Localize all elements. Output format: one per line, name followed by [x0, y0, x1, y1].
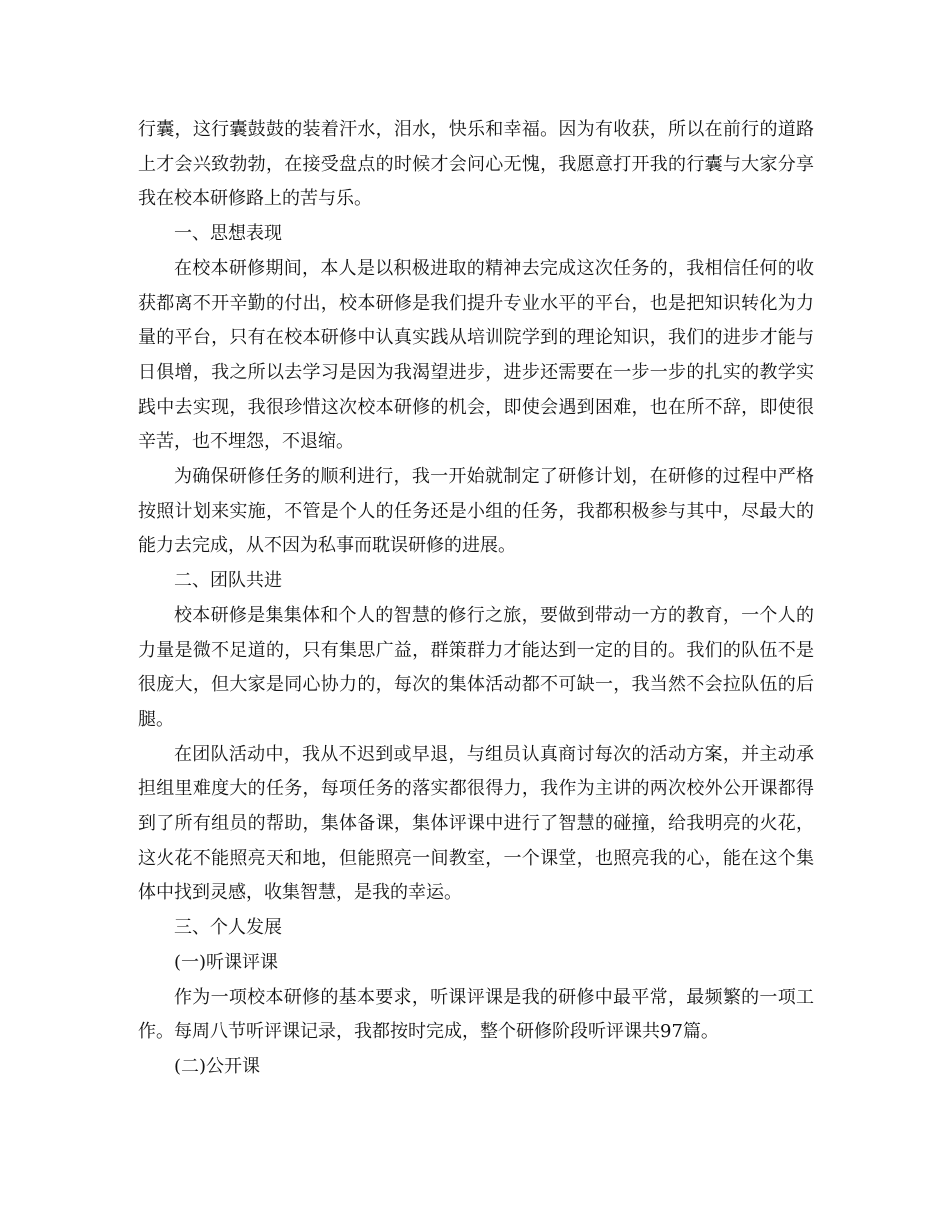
paragraph-team-1: 校本研修是集集体和个人的智慧的修行之旅，要做到带动一方的教育，一个人的力量是微不足道的，只有集思广益，群策群力才能达到一定的目的。我们的队伍不是很庞大，但大家是同心协力的，每次的集体活动都不可缺一，我当然不会拉队伍的后腿。 [138, 604, 814, 730]
subheading-listening: (一)听课评课 [174, 951, 279, 973]
paragraph-listening: 作为一项校本研修的基本要求，听课评课是我的研修中最平常，最频繁的一项工作。每周八节听评课记录，我都按时完成，整个研修阶段听评课共97篇。 [138, 986, 814, 1043]
paragraph-thought-2: 为确保研修任务的顺利进行，我一开始就制定了研修计划，在研修的过程中严格按照计划来实施，不管是个人的任务还是小组的任务，我都积极参与其中，尽最大的能力去完成，从不因为私事而耽误研修的进展。 [138, 466, 814, 557]
paragraph-intro-continued: 行囊，这行囊鼓鼓的装着汗水，泪水，快乐和幸福。因为有收获，所以在前行的道路上才会兴致勃勃，在接受盘点的时候才会问心无愧，我愿意打开我的行囊与大家分享我在校本研修路上的苦与乐。 [138, 119, 814, 210]
section-heading-team: 二、团队共进 [174, 570, 282, 592]
section-heading-thought: 一、思想表现 [174, 223, 282, 245]
paragraph-thought-1: 在校本研修期间，本人是以积极进取的精神去完成这次任务的，我相信任何的收获都离不开辛勤的付出，校本研修是我们提升专业水平的平台，也是把知识转化为力量的平台，只有在校本研修中认真实践从培训院学到的理论知识，我们的进步才能与日俱增，我之所以去学习是因为我渴望进步，进步还需要在一步一步的扎实的教学实践中去实现，我很珍惜这次校本研修的机会，即使会遇到困难，也在所不辞，即使很辛苦，也不埋怨，不退缩。 [138, 257, 814, 453]
section-heading-personal: 三、个人发展 [174, 917, 282, 939]
subheading-open-class: (二)公开课 [174, 1055, 261, 1077]
document-page [138, 113, 814, 1085]
paragraph-team-2: 在团队活动中，我从不迟到或早退，与组员认真商讨每次的活动方案，并主动承担组里难度大的任务，每项任务的落实都很得力，我作为主讲的两次校外公开课都得到了所有组员的帮助，集体备课，集体评课中进行了智慧的碰撞，给我明亮的火花，这火花不能照亮天和地，但能照亮一间教室，一个课堂，也照亮我的心，能在这个集体中找到灵感，收集智慧，是我的幸运。 [138, 743, 814, 904]
